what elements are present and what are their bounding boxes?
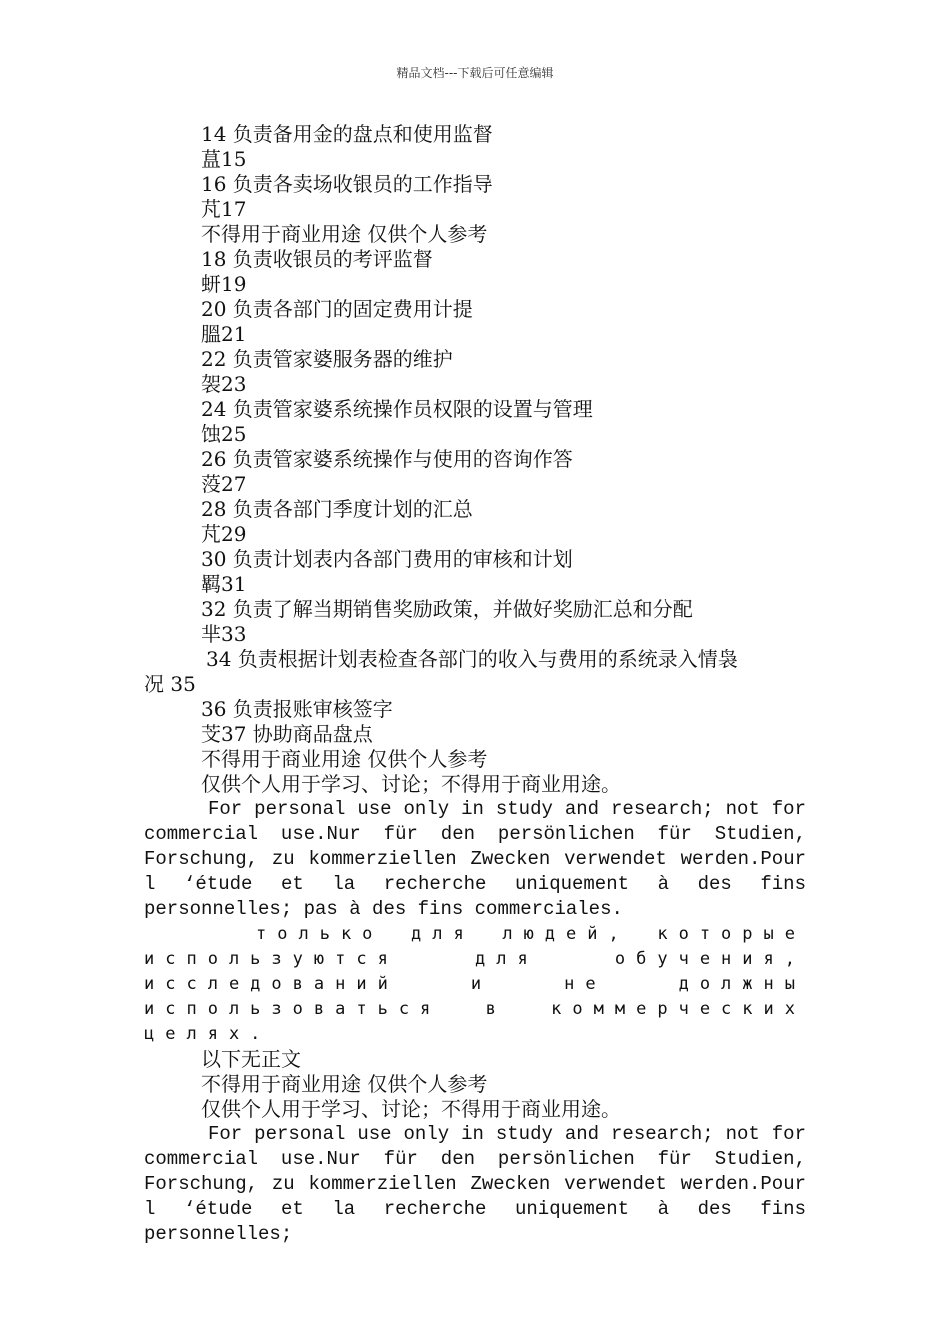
text-line: 28 负责各部门季度计划的汇总 <box>201 497 473 521</box>
text-line: 莈27 <box>201 472 247 496</box>
text-line: 蚀25 <box>201 422 247 446</box>
text-line: 袈23 <box>201 372 247 396</box>
text-line: 14 负责备用金的盘点和使用监督 <box>201 122 493 146</box>
document-body <box>144 122 806 1247</box>
russian-paragraph: только для людей, которые используются для обучения, исследований и не должны использоваться в коммерческих целях. <box>144 924 806 1044</box>
text-line: 仅供个人用于学习、讨论；不得用于商业用途。 <box>201 772 621 796</box>
text-line: 16 负责各卖场收银员的工作指导 <box>201 172 493 196</box>
text-line: 34 负责根据计划表检查各部门的收入与费用的系统录入情袅 <box>206 647 738 671</box>
text-line: 26 负责管家婆系统操作与使用的咨询作答 <box>201 447 573 471</box>
page-header: 精品文档---下载后可任意编辑 <box>396 66 554 80</box>
text-line: 蚈19 <box>201 272 247 296</box>
text-line: 32 负责了解当期销售奖励政策，并做好奖励汇总和分配 <box>201 597 693 621</box>
text-line: 羁31 <box>201 572 247 596</box>
text-line: 芈33 <box>201 622 247 646</box>
text-line: 芠37 协助商品盘点 <box>201 722 373 746</box>
text-line: 膃21 <box>201 322 247 346</box>
english-paragraph: For personal use only in study and research; not for commercial use.Nur für den persönlichen für Studien, Forschung, zu kommerziellen Zwecken verwendet werden.Pour l ‘étude et la recherche uniquement à des fins personnelles; <box>144 1123 806 1245</box>
text-line: 芃29 <box>201 522 247 546</box>
text-line: 况 35 <box>144 672 196 696</box>
text-line: 不得用于商业用途 仅供个人参考 <box>201 1072 488 1096</box>
text-line: 不得用于商业用途 仅供个人参考 <box>201 747 488 771</box>
text-line: 不得用于商业用途 仅供个人参考 <box>201 222 488 246</box>
english-paragraph: For personal use only in study and research; not for commercial use.Nur für den persönlichen für Studien, Forschung, zu kommerziellen Zwecken verwendet werden.Pour l ‘étude et la recherche uniquement à des fins personnelles; pas à des fins commerciales. <box>144 798 806 920</box>
text-line: 24 负责管家婆系统操作员权限的设置与管理 <box>201 397 593 421</box>
text-line: 芃17 <box>201 197 247 221</box>
text-line: 36 负责报账审核签字 <box>201 697 393 721</box>
text-line: 20 负责各部门的固定费用计提 <box>201 297 473 321</box>
text-line: 蒀15 <box>201 147 247 171</box>
text-line: 30 负责计划表内各部门费用的审核和计划 <box>201 547 573 571</box>
text-line: 以下无正文 <box>201 1047 301 1071</box>
text-line: 仅供个人用于学习、讨论；不得用于商业用途。 <box>201 1097 621 1121</box>
text-line: 22 负责管家婆服务器的维护 <box>201 347 453 371</box>
text-line: 18 负责收银员的考评监督 <box>201 247 433 271</box>
